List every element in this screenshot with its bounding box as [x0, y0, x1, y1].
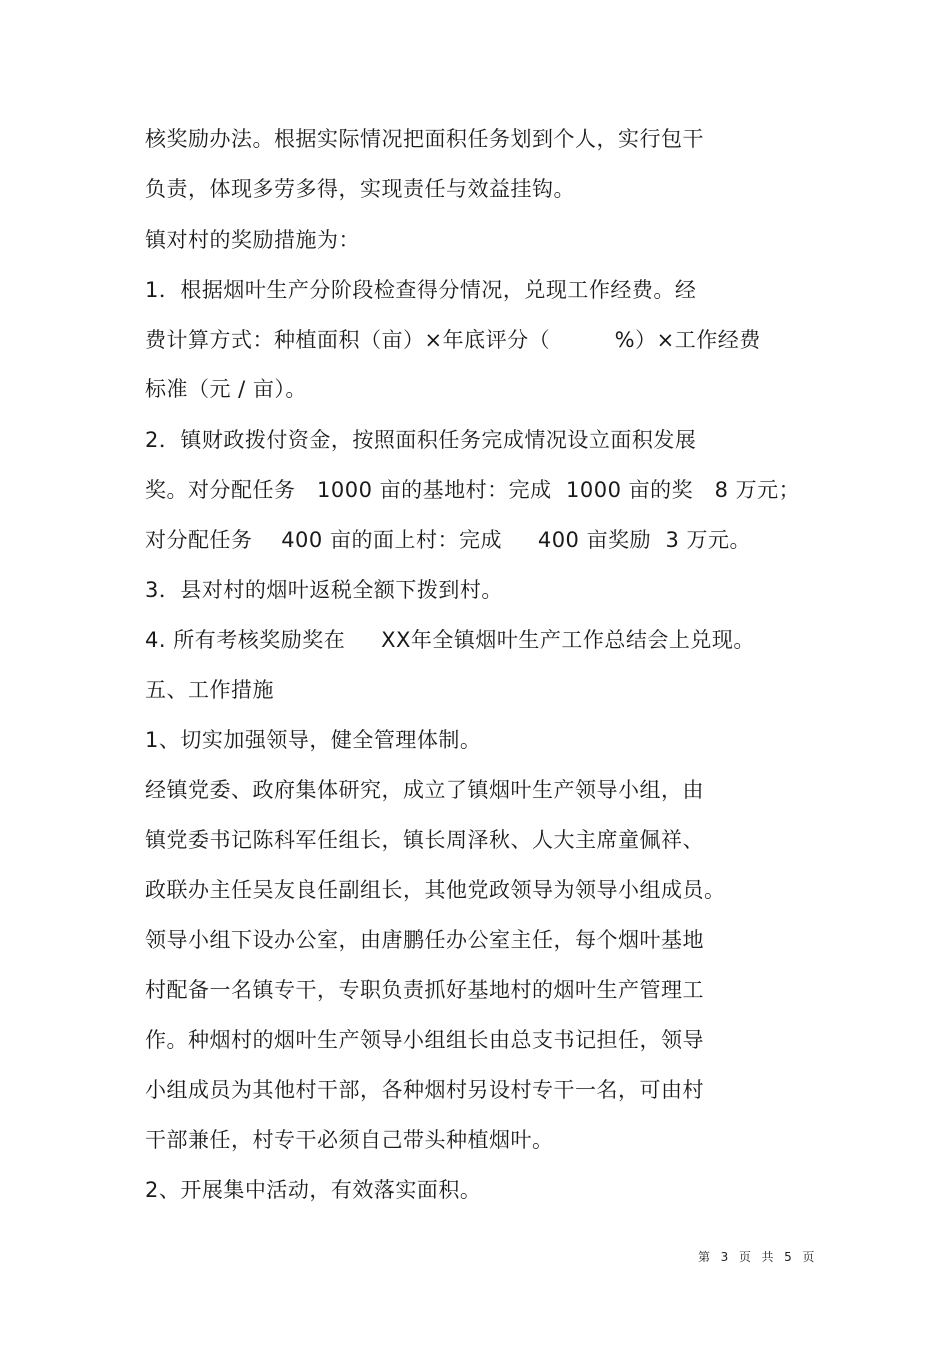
subsection-heading: 2、开展集中活动，有效落实面积。: [145, 1178, 482, 1202]
body-text-line: 干部兼任，村专干必须自己带头种植烟叶。: [145, 1128, 554, 1152]
body-text-line: 经镇党委、政府集体研究，成立了镇烟叶生产领导小组，由: [145, 778, 704, 802]
page-number-footer: 第 3 页 共 5 页: [698, 1250, 816, 1264]
body-text-line: 负责，体现多劳多得，实现责任与效益挂钩。: [145, 177, 575, 201]
section-heading: 五、工作措施: [145, 678, 274, 702]
body-text-line: 费计算方式：种植面积（亩）×年底评分（ %）×工作经费: [145, 328, 761, 352]
body-text-line: 镇党委书记陈科军任组长，镇长周泽秋、人大主席童佩祥、: [145, 828, 704, 852]
body-text-line: 作。种烟村的烟叶生产领导小组组长由总支书记担任，领导: [145, 1028, 704, 1052]
body-text-line: 镇对村的奖励措施为：: [145, 228, 360, 252]
body-text-line: 标准（元 / 亩）。: [145, 377, 307, 401]
subsection-heading: 1、切实加强领导，健全管理体制。: [145, 728, 482, 752]
body-text-line: 小组成员为其他村干部，各种烟村另设村专干一名，可由村: [145, 1078, 704, 1102]
body-text-line: 3．县对村的烟叶返税全额下拨到村。: [145, 578, 503, 602]
body-text-line: 政联办主任吴友良任副组长，其他党政领导为领导小组成员。: [145, 878, 726, 902]
body-text-line: 1．根据烟叶生产分阶段检查得分情况，兑现工作经费。经: [145, 278, 697, 302]
body-text-line: 核奖励办法。根据实际情况把面积任务划到个人，实行包干: [145, 127, 704, 151]
body-text-line: 奖。对分配任务 1000 亩的基地村：完成 1000 亩的奖 8 万元；: [145, 478, 801, 502]
body-text-line: 村配备一名镇专干，专职负责抓好基地村的烟叶生产管理工: [145, 978, 704, 1002]
body-text-line: 2．镇财政拨付资金，按照面积任务完成情况设立面积发展: [145, 428, 697, 452]
body-text-line: 领导小组下设办公室，由唐鹏任办公室主任，每个烟叶基地: [145, 928, 704, 952]
body-text-line: 4. 所有考核奖励奖在 XX年全镇烟叶生产工作总结会上兑现。: [145, 628, 755, 652]
body-text-line: 对分配任务 400 亩的面上村：完成 400 亩奖励 3 万元。: [145, 528, 751, 552]
